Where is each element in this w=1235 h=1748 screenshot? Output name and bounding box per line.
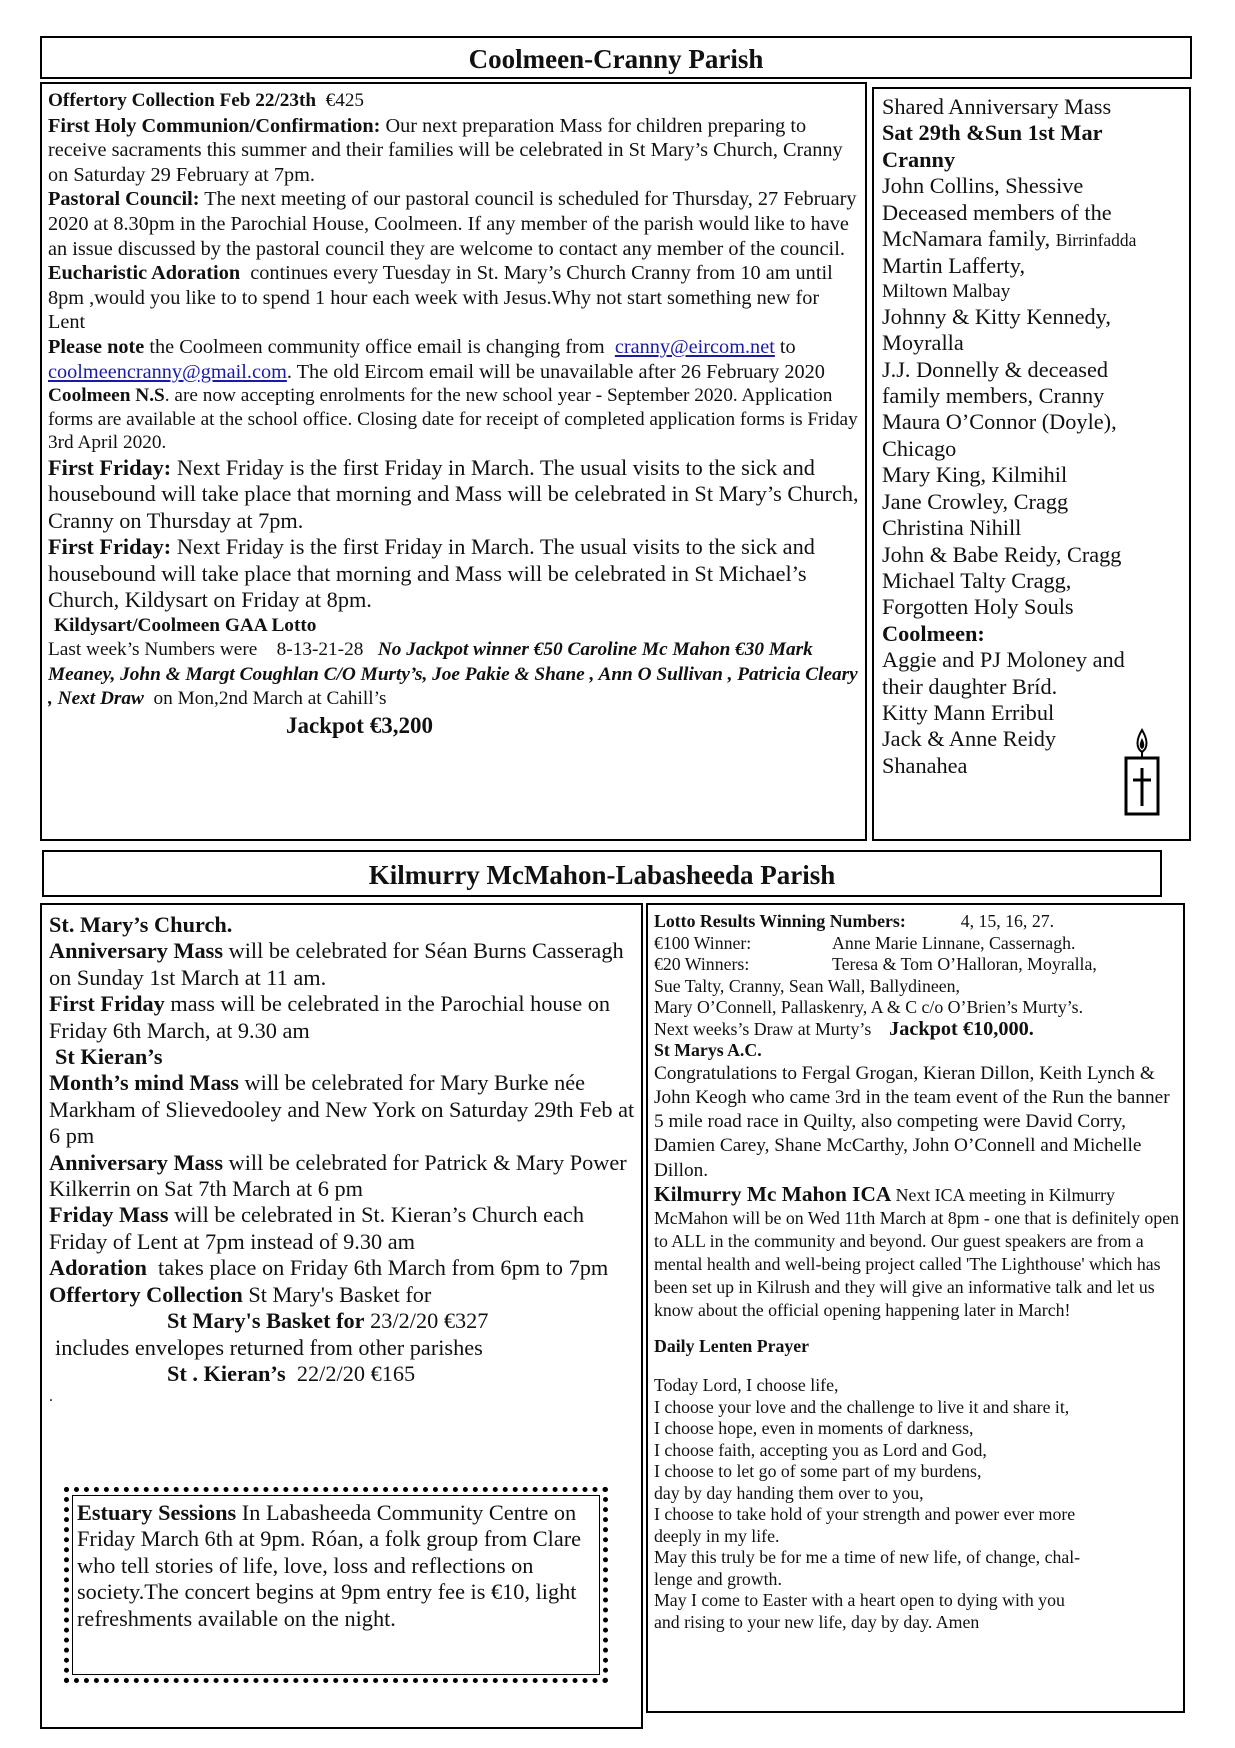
fhc-label: First Holy Communion/Confirmation: — [48, 114, 381, 137]
am-label: Anniversary Mass — [49, 938, 224, 964]
estuary-notice — [77, 1500, 597, 1670]
mm-text: will be celebrated for Mary Burke née Markham of Slievedooley and New York on Saturday 29th Feb at 6 pm — [49, 1070, 635, 1149]
pc-text: The next meeting of our pastoral council is scheduled for Thursday, 27 February 2020 at 8.30pm in the Parochial House, Coolmeen. If any member of the parish would like to have an issue discussed by the pastoral council they are welcome to contact any member of the council. — [48, 188, 857, 260]
prayer-line: I choose your love and the challenge to live it and share it, — [654, 1396, 1070, 1417]
anniv-name: John Collins, Shessive — [882, 173, 1084, 199]
anniv-name: Jane Crowley, Cragg — [882, 488, 1069, 514]
fhc-notice — [48, 114, 860, 188]
ff2-text: Next Friday is the first Friday in March. The usual visits to the sick and housebound will take place that morning and Mass will be celebrated in St Michael’s Church, Kildysart on Friday at 8pm. — [48, 534, 815, 613]
candle-cross-icon — [1108, 726, 1178, 818]
am2-notice — [49, 1150, 639, 1203]
prayer — [654, 1375, 1180, 1633]
anniv-name: Chicago — [882, 435, 957, 461]
adoration-notice — [48, 261, 860, 335]
prayer-line: I choose faith, accepting you as Lord and God, — [654, 1439, 987, 1460]
parish1-header — [40, 36, 1192, 79]
anniv-name: Forgotten Holy Souls — [882, 594, 1074, 620]
parish2-header — [42, 850, 1162, 897]
pc-label: Pastoral Council: — [48, 188, 200, 211]
oc-label: Offertory Collection — [49, 1281, 243, 1307]
oc-line4: St . Kieran’s 22/2/20 €165 — [167, 1360, 416, 1386]
dot: . — [49, 1388, 53, 1406]
anniv-name: their daughter Bríd. — [882, 673, 1058, 699]
old-email-link[interactable]: cranny@eircom.net — [614, 335, 775, 358]
ff-label: First Friday — [49, 991, 165, 1017]
anniv-name: Christina Nihill — [882, 515, 1022, 541]
ica-label: Kilmurry Mc Mahon ICA — [654, 1181, 892, 1206]
mm-notice — [49, 1070, 639, 1149]
pn-to: to — [779, 335, 796, 358]
anniv-name: Deceased members of the — [882, 199, 1112, 225]
prayer-line: I choose to take hold of your strength and power ever more — [654, 1504, 1076, 1525]
ica-text: Next ICA meeting in Kilmurry McMahon will be on Wed 11th March at 8pm - one that is definitely open to ALL in the community and beyond. Our guest speakers are from a mental health and well-being project called 'The Lighthouse' which has been set up in Kilrush and they will give an informative talk and let us know about the official opening happening later in March! — [654, 1184, 1179, 1320]
lotto-title-text: Kildysart/Coolmeen GAA Lotto — [54, 614, 317, 636]
anniv-dates: Sat 29th &Sun 1st Mar — [882, 120, 1103, 146]
stm-title: St. Mary’s Church. — [49, 912, 233, 937]
anniv-name: Maura O’Connor (Doyle), — [882, 409, 1117, 435]
ff1-text: Next Friday is the first Friday in March. The usual visits to the sick and housebound will take place that morning and Mass will be celebrated in St Mary’s Church, Cranny on Thursday at 7pm. — [48, 454, 859, 533]
ns-text: . are now accepting enrolments for the new school year - September 2020. Application forms are available at the school office. Closing date for receipt of completed application forms is Friday 3rd April 2020. — [48, 385, 858, 454]
oc-line3: includes envelopes returned from other parishes — [55, 1334, 483, 1360]
oc-notice — [49, 1282, 639, 1308]
lotto-text1: Last week’s Numbers were — [48, 639, 258, 661]
ea-text: continues every Tuesday in St. Mary’s Church Cranny from 10 am until 8pm ,would you like to to spend 1 hour each week with Jesus.Why not start something new for Lent — [48, 262, 833, 334]
anniv-name: Moyralla — [882, 330, 964, 356]
ff-text: mass will be celebrated in the Parochial house on Friday 6th March, at 9.30 am — [49, 991, 610, 1043]
offertory-label: Offertory Collection Feb 22/23th — [48, 90, 317, 111]
anniv-name: Shanahea — [882, 752, 968, 778]
anniv-miltown: Miltown Malbay — [882, 280, 1011, 302]
p2-lotto-numbers: 4, 15, 16, 27. — [960, 911, 1055, 931]
parish2-right — [654, 911, 1180, 1706]
anniv-name: Aggie and PJ Moloney and — [882, 647, 1125, 673]
anniversary-list — [882, 94, 1186, 814]
w20-line2: Sue Talty, Cranny, Sean Wall, Ballydineen, — [654, 975, 960, 996]
oc-line2: St Mary's Basket for 23/2/20 €327 — [167, 1308, 489, 1334]
anniv-name: Mary King, Kilmihil — [882, 462, 1068, 488]
ac-title: St Marys A.C. — [654, 1040, 762, 1060]
parish1-title: Coolmeen-Cranny Parish — [468, 44, 764, 74]
lotto-numbers: 8-13-21-28 — [276, 639, 364, 661]
prayer-line: and rising to your new life, day by day. Amen — [654, 1611, 980, 1632]
email-notice — [48, 335, 860, 384]
pn-text1: the Coolmeen community office email is changing from — [149, 335, 605, 358]
anniv-name: Jack & Anne Reidy — [882, 726, 1057, 752]
prayer-line: I choose to let go of some part of my burdens, — [654, 1461, 982, 1482]
school-notice — [48, 384, 860, 455]
ad-text: takes place on Friday 6th March from 6pm to 7pm — [158, 1255, 609, 1281]
lotto-winners: No Jackpot winner €50 Caroline Mc Mahon €30 Mark Meaney, John & Margt Coughlan C/O Murty’s, Joe Pakie & Shane , Ann O Sullivan , Patricia Cleary , Next Draw — [48, 639, 858, 710]
es-label: Estuary Sessions — [77, 1500, 237, 1525]
ica-notice — [654, 1183, 1180, 1322]
anniv-name: McNamara family, Birrinfadda — [882, 226, 1137, 252]
first-friday-cranny — [48, 455, 860, 535]
prayer-title: Daily Lenten Prayer — [654, 1335, 810, 1356]
parish2-title: Kilmurry McMahon-Labasheeda Parish — [368, 860, 836, 890]
anniv-name: Martin Lafferty, — [882, 253, 1026, 279]
first-friday-kildysart — [48, 534, 860, 614]
prayer-line: deeply in my life. — [654, 1525, 780, 1546]
p2-jackpot: Jackpot €10,000. — [889, 1017, 1034, 1040]
pn-text2: . The old Eircom email will be unavailable after 26 February 2020 — [286, 360, 825, 383]
fm-notice — [49, 1202, 639, 1255]
offertory-amount: €425 — [325, 90, 364, 111]
ns-label: Coolmeen N.S — [48, 385, 165, 407]
fm-label: Friday Mass — [49, 1202, 169, 1228]
prayer-line: May this truly be for me a time of new life, of change, chal- — [654, 1547, 1081, 1568]
anniv-coolmeen: Coolmeen: — [882, 620, 985, 646]
ff2-label: First Friday: — [48, 534, 172, 560]
am2-label: Anniversary Mass — [49, 1149, 224, 1175]
ad-label: Adoration — [49, 1255, 147, 1281]
anniv-birr: Birrinfadda — [1055, 230, 1137, 251]
anniv-name: J.J. Donnelly & deceased — [882, 356, 1109, 382]
w20-line: €20 Winners: Teresa & Tom O’Halloran, Moyralla, — [654, 954, 1097, 974]
lotto-results — [48, 638, 860, 712]
fhc-text: Our next preparation Mass for children preparing to receive sacraments this summer and their families will be celebrated in St Mary’s Church, Cranny on Saturday 29 February at 7pm. — [48, 114, 843, 186]
prayer-line: I choose hope, even in moments of darkness, — [654, 1418, 974, 1439]
prayer-line: day by day handing them over to you, — [654, 1482, 924, 1503]
parish1-notices — [48, 89, 860, 837]
parish2-notices — [49, 912, 639, 1442]
prayer-line: Today Lord, I choose life, — [654, 1375, 839, 1396]
anniv-name: John & Babe Reidy, Cragg — [882, 541, 1122, 567]
ac-text: Congratulations to Fergal Grogan, Kieran Dillon, Keith Lynch & John Keogh who came 3rd in the team event of the Run the banner 5 mile road race in Quilty, also competing were David Corry, Damien Carey, Shane McCarthy, John O’Connell and Michelle Dillon. — [654, 1062, 1170, 1181]
ad-notice — [49, 1255, 639, 1281]
offertory-line — [48, 89, 860, 114]
ea-label: Eucharistic Adoration — [48, 262, 241, 285]
prayer-line: May I come to Easter with a heart open to dying with you — [654, 1590, 1065, 1611]
next-draw-line: Next weeks’s Draw at Murty’s Jackpot €10,000. — [654, 1017, 1034, 1040]
lotto-text2: on Mon,2nd March at Cahill’s — [153, 688, 387, 710]
am-notice — [49, 938, 639, 991]
lotto-title — [48, 614, 860, 639]
jackpot-line — [48, 712, 860, 740]
anniv-name: family members, Cranny — [882, 383, 1105, 409]
am-text: will be celebrated for Séan Burns Casseragh on Sunday 1st March at 11 am. — [49, 938, 624, 990]
stk-title: St Kieran’s — [55, 1044, 163, 1070]
new-email-link[interactable]: coolmeencranny@gmail.com — [48, 360, 287, 383]
ff-notice — [49, 991, 639, 1044]
oc-text: St Mary's Basket for — [248, 1281, 432, 1307]
am2-text: will be celebrated for Patrick & Mary Power Kilkerrin on Sat 7th March at 6 pm — [49, 1149, 627, 1202]
pn-label: Please note — [48, 335, 145, 358]
p2-lotto-label: Lotto Results Winning Numbers: — [654, 911, 906, 931]
fm-text: will be celebrated in St. Kieran’s Church each Friday of Lent at 7pm instead of 9.30 am — [49, 1202, 584, 1254]
anniv-title: Shared Anniversary Mass — [882, 94, 1112, 119]
mm-label: Month’s mind Mass — [49, 1070, 239, 1096]
pastoral-council-notice — [48, 187, 860, 261]
w20-line3: Mary O’Connell, Pallaskenry, A & C c/o O’Brien’s Murty’s. — [654, 997, 1084, 1017]
anniv-name: Kitty Mann Erribul — [882, 699, 1055, 725]
ff1-label: First Friday: — [48, 454, 172, 480]
prayer-line: lenge and growth. — [654, 1568, 782, 1589]
es-text: In Labasheeda Community Centre on Friday March 6th at 9pm. Róan, a folk group from Clare who tell stories of life, love, loss and reflections on society.The concert begins at 9pm entry fee is €10, light refreshments available on the night. — [77, 1500, 582, 1631]
anniv-name: Michael Talty Cragg, — [882, 567, 1072, 593]
anniv-name: Johnny & Kitty Kennedy, — [882, 303, 1111, 329]
lotto-results-line — [654, 911, 1180, 933]
jackpot-amount: Jackpot €3,200 — [286, 713, 433, 738]
anniv-cranny: Cranny — [882, 146, 956, 172]
w100-line: €100 Winner: Anne Marie Linnane, Cassernagh. — [654, 932, 1076, 953]
